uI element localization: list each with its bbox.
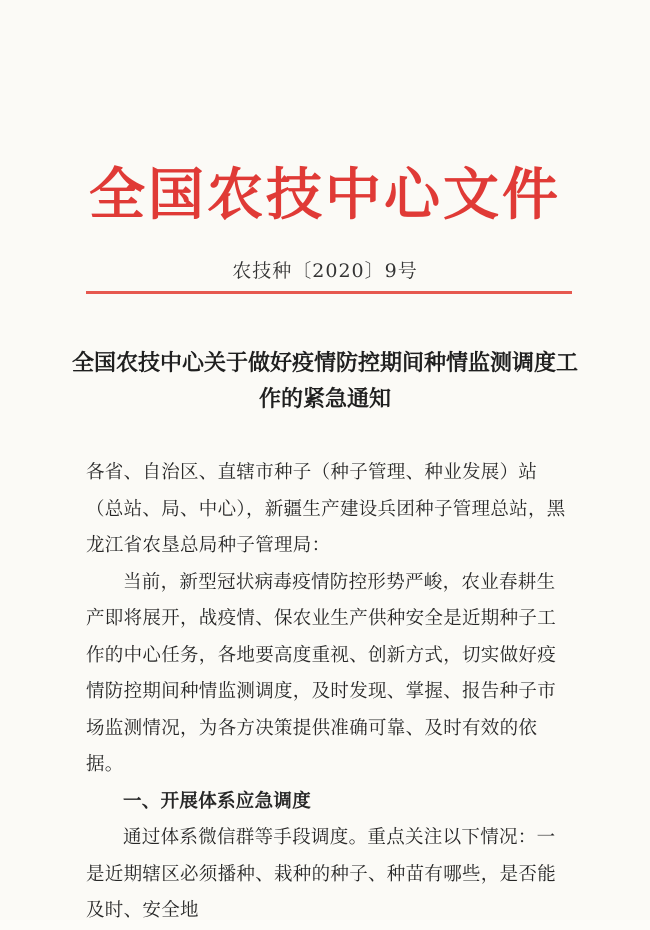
document-body [86,455,572,930]
document-title: 全国农技中心关于做好疫情防控期间种情监测调度工作的紧急通知 [71,351,578,412]
body-paragraph-2: 通过体系微信群等手段调度。重点关注以下情况：一是近期辖区必须播种、栽种的种子、种苗有哪些，是否能及时、安全地 [86,827,557,921]
document-masthead: 全国农技中心文件 [89,162,561,228]
body-paragraph-1: 当前，新型冠状病毒疫情防控形势严峻，农业春耕生产即将展开，战疫情、保农业生产供种安全是近期种子工作的中心任务，各地要高度重视、创新方式，切实做好疫情防控期间种情监测调度，及时发现、掌握、报告种子市场监测情况，为各方决策提供准确可靠、及时有效的依据。 [86,571,557,775]
addressee-paragraph: 各省、自治区、直辖市种子（种子管理、种业发展）站（总站、局、中心），新疆生产建设兵团种子管理总站，黑龙江省农垦总局种子管理局： [86,462,566,556]
section-heading-1: 一、开展体系应急调度 [123,790,312,812]
red-divider-line [86,291,572,294]
document-number: 农技种〔2020〕9号 [232,260,418,282]
